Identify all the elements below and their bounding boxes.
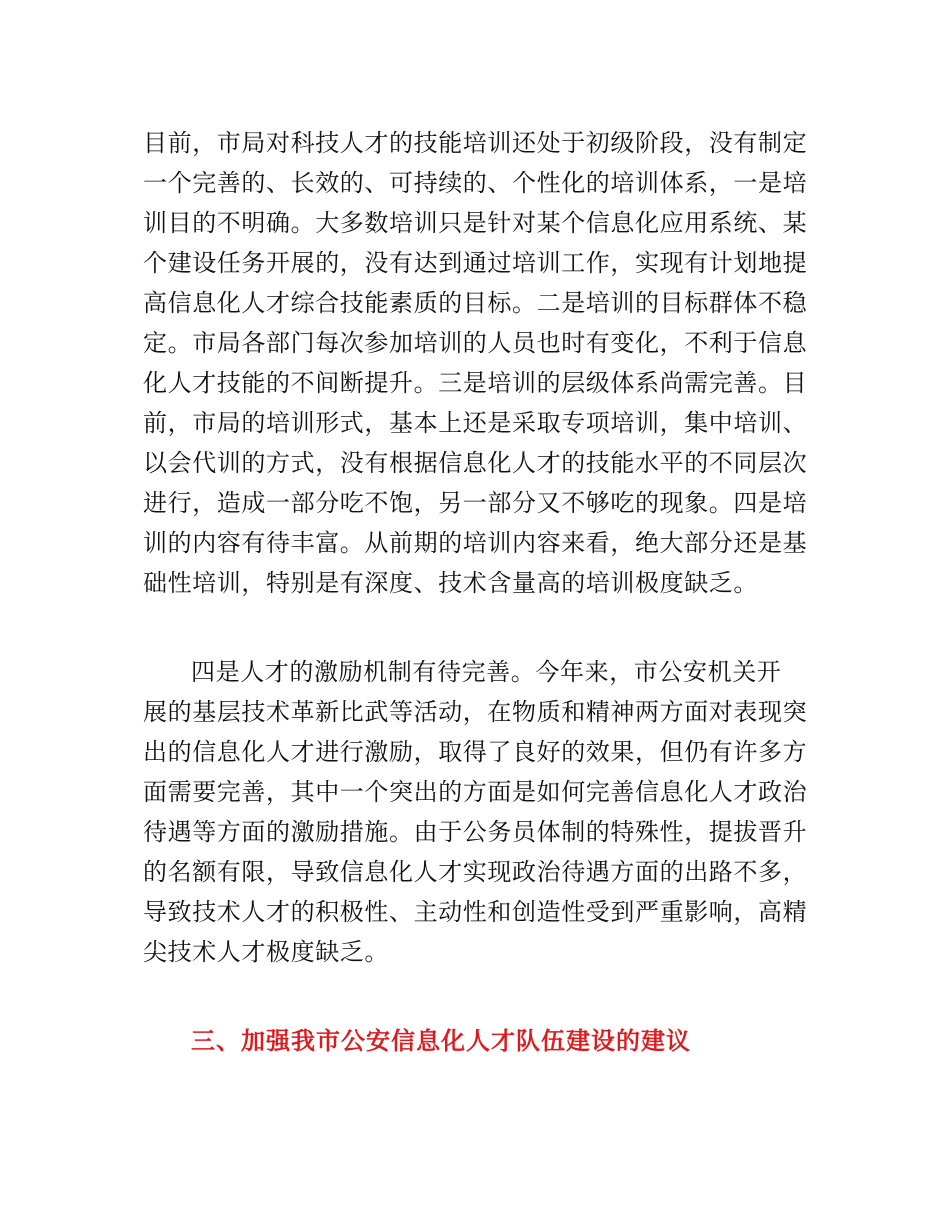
- paragraph-line: 前，市局的培训形式，基本上还是采取专项培训，集中培训、: [143, 409, 808, 437]
- paragraph-line: 待遇等方面的激励措施。由于公务员体制的特殊性，提拔晋升: [143, 818, 808, 846]
- paragraph-line: 以会代训的方式，没有根据信息化人才的技能水平的不同层次: [143, 449, 808, 477]
- paragraph-line: 面需要完善，其中一个突出的方面是如何完善信息化人才政治: [143, 778, 808, 806]
- paragraph-line: 出的信息化人才进行激励，取得了良好的效果，但仍有许多方: [143, 738, 808, 766]
- paragraph-line: 展的基层技术革新比武等活动，在物质和精神两方面对表现突: [143, 698, 808, 726]
- paragraph-line: 训目的不明确。大多数培训只是针对某个信息化应用系统、某: [143, 209, 808, 237]
- paragraph-line: 一个完善的、长效的、可持续的、个性化的培训体系，一是培: [143, 169, 808, 197]
- paragraph-line: 训的内容有待丰富。从前期的培训内容来看，绝大部分还是基: [143, 529, 808, 557]
- paragraph-line: 化人才技能的不间断提升。三是培训的层级体系尚需完善。目: [143, 369, 808, 397]
- section-heading: 三、加强我市公安信息化人才队伍建设的建议: [191, 1027, 691, 1055]
- paragraph-line: 目前，市局对科技人才的技能培训还处于初级阶段，没有制定: [143, 129, 808, 157]
- paragraph-line: 进行，造成一部分吃不饱，另一部分又不够吃的现象。四是培: [143, 489, 808, 517]
- paragraph-line: 高信息化人才综合技能素质的目标。二是培训的目标群体不稳: [143, 289, 808, 317]
- paragraph-line: 础性培训，特别是有深度、技术含量高的培训极度缺乏。: [143, 569, 758, 597]
- paragraph-line: 的名额有限，导致信息化人才实现政治待遇方面的出路不多，: [143, 858, 808, 886]
- paragraph-line: 尖技术人才极度缺乏。: [143, 938, 389, 966]
- paragraph-line: 个建设任务开展的，没有达到通过培训工作，实现有计划地提: [143, 249, 808, 277]
- paragraph-line: 四是人才的激励机制有待完善。今年来，市公安机关开: [191, 658, 782, 686]
- paragraph-line: 导致技术人才的积极性、主动性和创造性受到严重影响，高精: [143, 898, 808, 926]
- paragraph-line: 定。市局各部门每次参加培训的人员也时有变化，不利于信息: [143, 329, 808, 357]
